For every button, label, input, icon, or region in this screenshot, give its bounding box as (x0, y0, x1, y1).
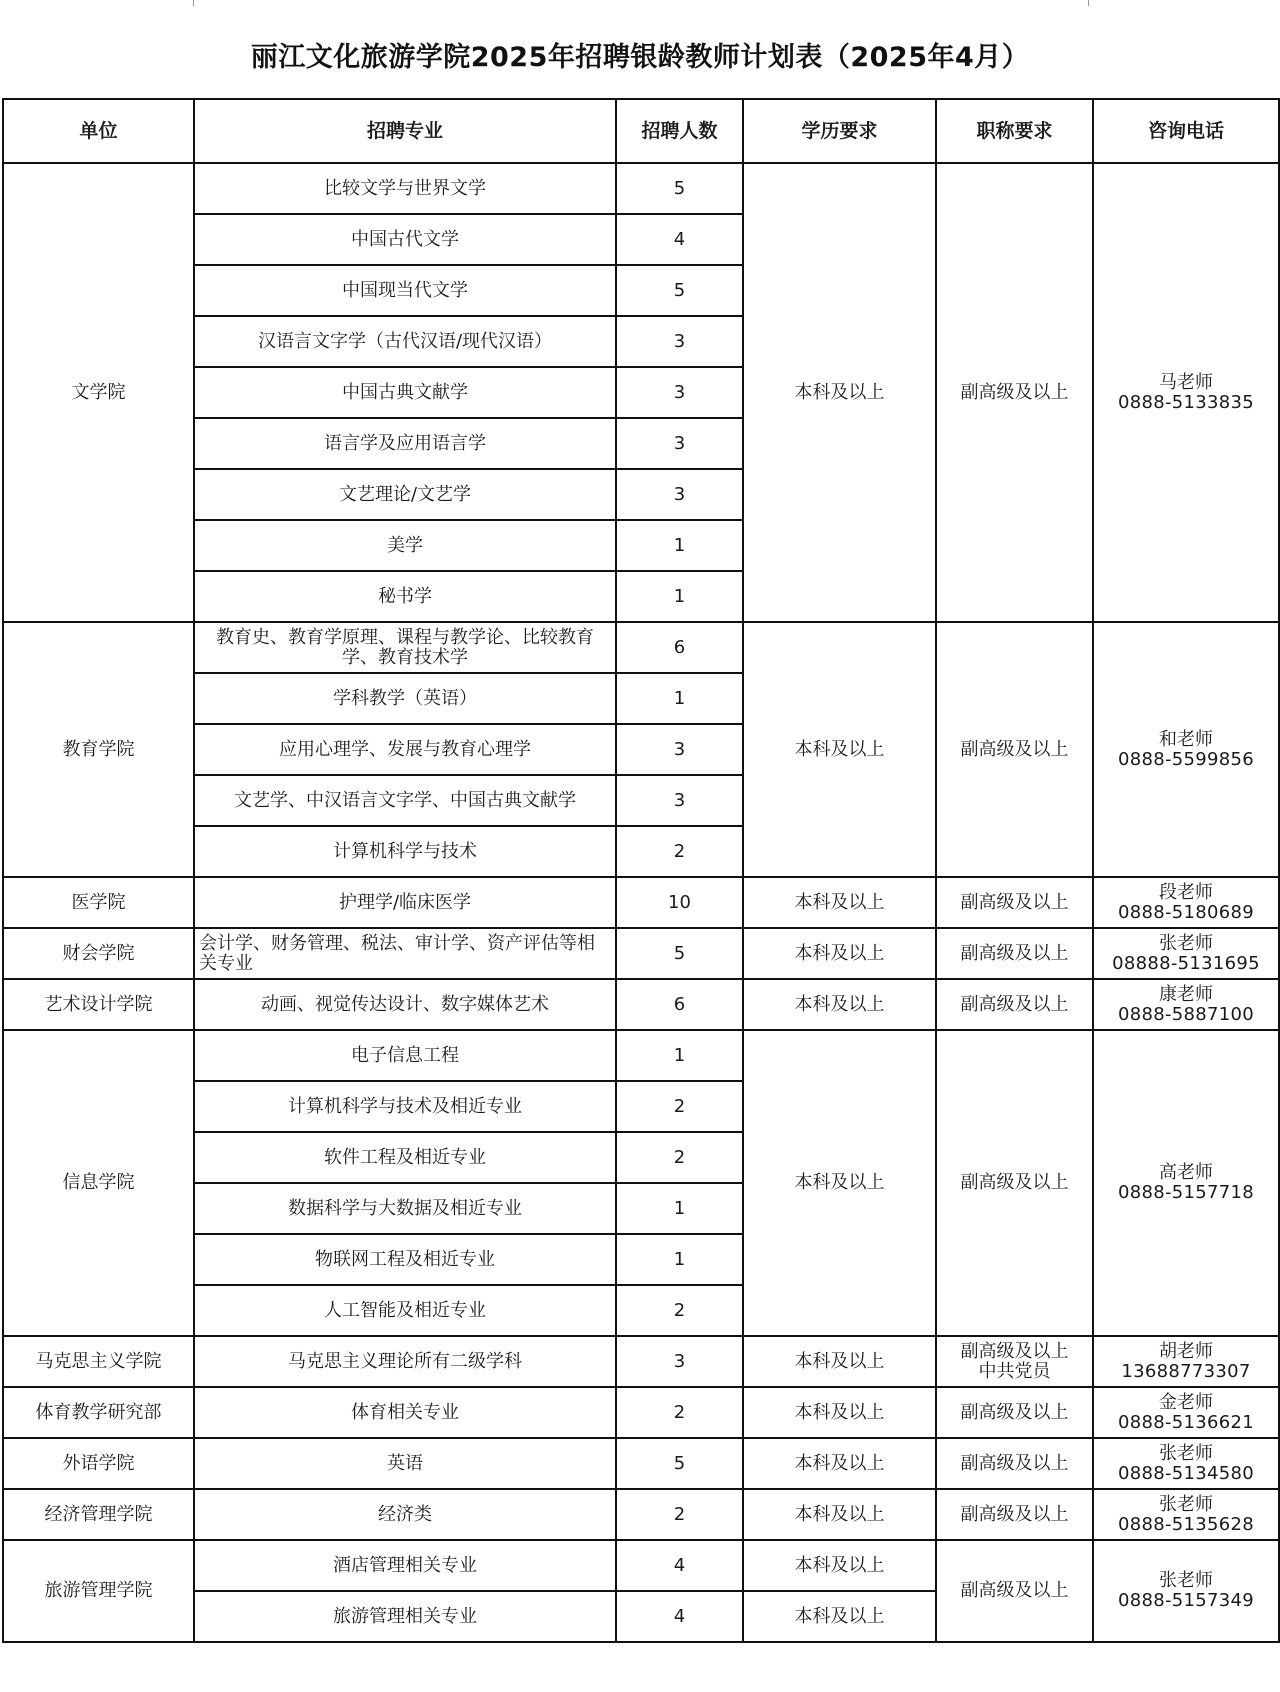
major-cell: 英语 (194, 1438, 616, 1489)
count-cell: 6 (616, 979, 743, 1030)
count-cell: 4 (616, 214, 743, 265)
table-header-row (3, 99, 1279, 163)
title-requirement-cell: 副高级及以上中共党员 (936, 1336, 1093, 1387)
table-row (3, 1489, 1279, 1540)
major-cell: 马克思主义理论所有二级学科 (194, 1336, 616, 1387)
education-cell: 本科及以上 (743, 1438, 936, 1489)
count-cell: 1 (616, 520, 743, 571)
contact-cell (1093, 1336, 1279, 1387)
title-requirement-cell: 副高级及以上 (936, 928, 1093, 979)
count-cell: 4 (616, 1591, 743, 1642)
header-education: 学历要求 (743, 99, 936, 163)
count-cell: 1 (616, 571, 743, 622)
title-requirement-cell: 副高级及以上 (936, 1387, 1093, 1438)
contact-name: 胡老师 (1159, 1340, 1213, 1362)
count-cell: 3 (616, 724, 743, 775)
count-cell: 3 (616, 469, 743, 520)
count-cell: 3 (616, 367, 743, 418)
contact-cell (1093, 1489, 1279, 1540)
education-cell: 本科及以上 (743, 1489, 936, 1540)
header-phone: 咨询电话 (1093, 99, 1279, 163)
major-cell: 软件工程及相近专业 (194, 1132, 616, 1183)
top-border-fragment (0, 0, 1280, 6)
contact-name: 康老师 (1159, 983, 1213, 1005)
education-cell: 本科及以上 (743, 1336, 936, 1387)
table-row (3, 1336, 1279, 1387)
unit-cell: 文学院 (3, 163, 194, 622)
contact-phone: 0888-5157349 (1117, 1590, 1255, 1611)
title-requirement-cell: 副高级及以上 (936, 877, 1093, 928)
unit-cell: 财会学院 (3, 928, 194, 979)
major-cell: 文艺理论/文艺学 (194, 469, 616, 520)
contact-name: 高老师 (1159, 1162, 1213, 1183)
contact-name: 段老师 (1159, 881, 1213, 903)
contact-phone: 0888-5157718 (1117, 1182, 1255, 1203)
major-cell: 语言学及应用语言学 (194, 418, 616, 469)
table-row (3, 877, 1279, 928)
major-cell: 数据科学与大数据及相近专业 (194, 1183, 616, 1234)
education-cell: 本科及以上 (743, 1387, 936, 1438)
page-title: 丽江文化旅游学院2025年招聘银龄教师计划表（2025年4月） (250, 41, 1030, 73)
contact-cell (1093, 1030, 1279, 1336)
contact-name: 和老师 (1159, 728, 1213, 750)
unit-cell: 医学院 (3, 877, 194, 928)
education-cell: 本科及以上 (743, 1540, 936, 1591)
title-requirement-cell: 副高级及以上 (936, 163, 1093, 622)
major-cell: 汉语言文字学（古代汉语/现代汉语） (194, 316, 616, 367)
count-cell: 1 (616, 673, 743, 724)
contact-cell (1093, 1387, 1279, 1438)
contact-cell (1093, 1438, 1279, 1489)
count-cell: 2 (616, 1489, 743, 1540)
count-cell: 4 (616, 1540, 743, 1591)
contact-cell (1093, 979, 1279, 1030)
contact-cell (1093, 622, 1279, 877)
count-cell: 2 (616, 1387, 743, 1438)
count-cell: 3 (616, 775, 743, 826)
contact-phone: 0888-5133835 (1117, 391, 1255, 413)
education-cell: 本科及以上 (743, 1591, 936, 1642)
major-cell: 比较文学与世界文学 (194, 163, 616, 214)
unit-cell: 旅游管理学院 (3, 1540, 194, 1642)
major-cell: 应用心理学、发展与教育心理学 (194, 724, 616, 775)
unit-cell: 经济管理学院 (3, 1489, 194, 1540)
major-cell: 经济类 (194, 1489, 616, 1540)
count-cell: 5 (616, 163, 743, 214)
contact-name: 张老师 (1159, 1570, 1213, 1591)
title-requirement-cell: 副高级及以上 (936, 979, 1093, 1030)
table-body (3, 163, 1279, 1642)
title-requirement-cell: 副高级及以上 (936, 1489, 1093, 1540)
count-cell: 3 (616, 418, 743, 469)
major-cell: 旅游管理相关专业 (194, 1591, 616, 1642)
title-requirement-cell: 副高级及以上 (936, 1030, 1093, 1336)
major-cell: 秘书学 (194, 571, 616, 622)
table-row (3, 622, 1279, 673)
contact-phone: 0888-5134580 (1117, 1462, 1255, 1484)
header-unit: 单位 (3, 99, 194, 163)
table-row (3, 1030, 1279, 1081)
education-cell: 本科及以上 (743, 1030, 936, 1336)
education-cell: 本科及以上 (743, 622, 936, 877)
major-cell: 计算机科学与技术 (194, 826, 616, 877)
table-row (3, 979, 1279, 1030)
table-row (3, 1540, 1279, 1591)
count-cell: 5 (616, 265, 743, 316)
count-cell: 5 (616, 1438, 743, 1489)
count-cell: 6 (616, 622, 743, 673)
education-cell: 本科及以上 (743, 877, 936, 928)
contact-phone: 0888-5599856 (1117, 748, 1255, 770)
major-cell: 人工智能及相近专业 (194, 1285, 616, 1336)
count-cell: 1 (616, 1183, 743, 1234)
major-cell: 中国古代文学 (194, 214, 616, 265)
contact-phone: 0888-5135628 (1117, 1513, 1255, 1535)
count-cell: 2 (616, 826, 743, 877)
education-cell: 本科及以上 (743, 928, 936, 979)
count-cell: 10 (616, 877, 743, 928)
unit-cell: 马克思主义学院 (3, 1336, 194, 1387)
count-cell: 3 (616, 1336, 743, 1387)
count-cell: 3 (616, 316, 743, 367)
header-count: 招聘人数 (616, 99, 743, 163)
header-major: 招聘专业 (194, 99, 616, 163)
recruitment-plan-table (2, 98, 1280, 1643)
table-row (3, 1387, 1279, 1438)
title-requirement-cell: 副高级及以上 (936, 1438, 1093, 1489)
unit-cell: 教育学院 (3, 622, 194, 877)
contact-name: 张老师 (1159, 1442, 1213, 1464)
contact-name: 金老师 (1159, 1391, 1213, 1413)
contact-cell (1093, 163, 1279, 622)
major-cell: 酒店管理相关专业 (194, 1540, 616, 1591)
count-cell: 2 (616, 1132, 743, 1183)
contact-name: 马老师 (1159, 371, 1213, 393)
contact-phone: 0888-5136621 (1117, 1411, 1255, 1433)
major-cell: 中国古典文献学 (194, 367, 616, 418)
unit-cell: 体育教学研究部 (3, 1387, 194, 1438)
contact-cell (1093, 1540, 1279, 1642)
header-title-requirement: 职称要求 (936, 99, 1093, 163)
contact-phone: 13688773307 (1121, 1360, 1251, 1382)
major-cell: 学科教学（英语） (194, 673, 616, 724)
major-cell: 美学 (194, 520, 616, 571)
major-cell: 动画、视觉传达设计、数字媒体艺术 (194, 979, 616, 1030)
contact-phone: 0888-5180689 (1117, 901, 1255, 923)
major-cell: 物联网工程及相近专业 (194, 1234, 616, 1285)
count-cell: 1 (616, 1030, 743, 1081)
unit-cell: 艺术设计学院 (3, 979, 194, 1030)
major-cell: 中国现当代文学 (194, 265, 616, 316)
major-cell: 体育相关专业 (194, 1387, 616, 1438)
contact-phone: 0888-5887100 (1117, 1003, 1255, 1025)
education-cell: 本科及以上 (743, 979, 936, 1030)
contact-name: 张老师 (1159, 932, 1213, 954)
title-requirement-cell: 副高级及以上 (936, 1540, 1093, 1642)
table-row (3, 163, 1279, 214)
count-cell: 2 (616, 1285, 743, 1336)
unit-cell: 信息学院 (3, 1030, 194, 1336)
major-cell: 教育史、教育学原理、课程与教学论、比较教育学、教育技术学 (194, 622, 616, 673)
table-row (3, 1438, 1279, 1489)
count-cell: 1 (616, 1234, 743, 1285)
table-row (3, 928, 1279, 979)
major-cell: 护理学/临床医学 (194, 877, 616, 928)
title-requirement-cell: 副高级及以上 (936, 622, 1093, 877)
major-cell: 文艺学、中汉语言文字学、中国古典文献学 (194, 775, 616, 826)
contact-name: 张老师 (1159, 1493, 1213, 1515)
contact-cell (1093, 928, 1279, 979)
major-cell: 电子信息工程 (194, 1030, 616, 1081)
contact-cell (1093, 877, 1279, 928)
major-cell: 会计学、财务管理、税法、审计学、资产评估等相关专业 (194, 928, 616, 979)
contact-phone: 08888-5131695 (1112, 952, 1260, 974)
count-cell: 2 (616, 1081, 743, 1132)
education-cell: 本科及以上 (743, 163, 936, 622)
major-cell: 计算机科学与技术及相近专业 (194, 1081, 616, 1132)
count-cell: 5 (616, 928, 743, 979)
unit-cell: 外语学院 (3, 1438, 194, 1489)
